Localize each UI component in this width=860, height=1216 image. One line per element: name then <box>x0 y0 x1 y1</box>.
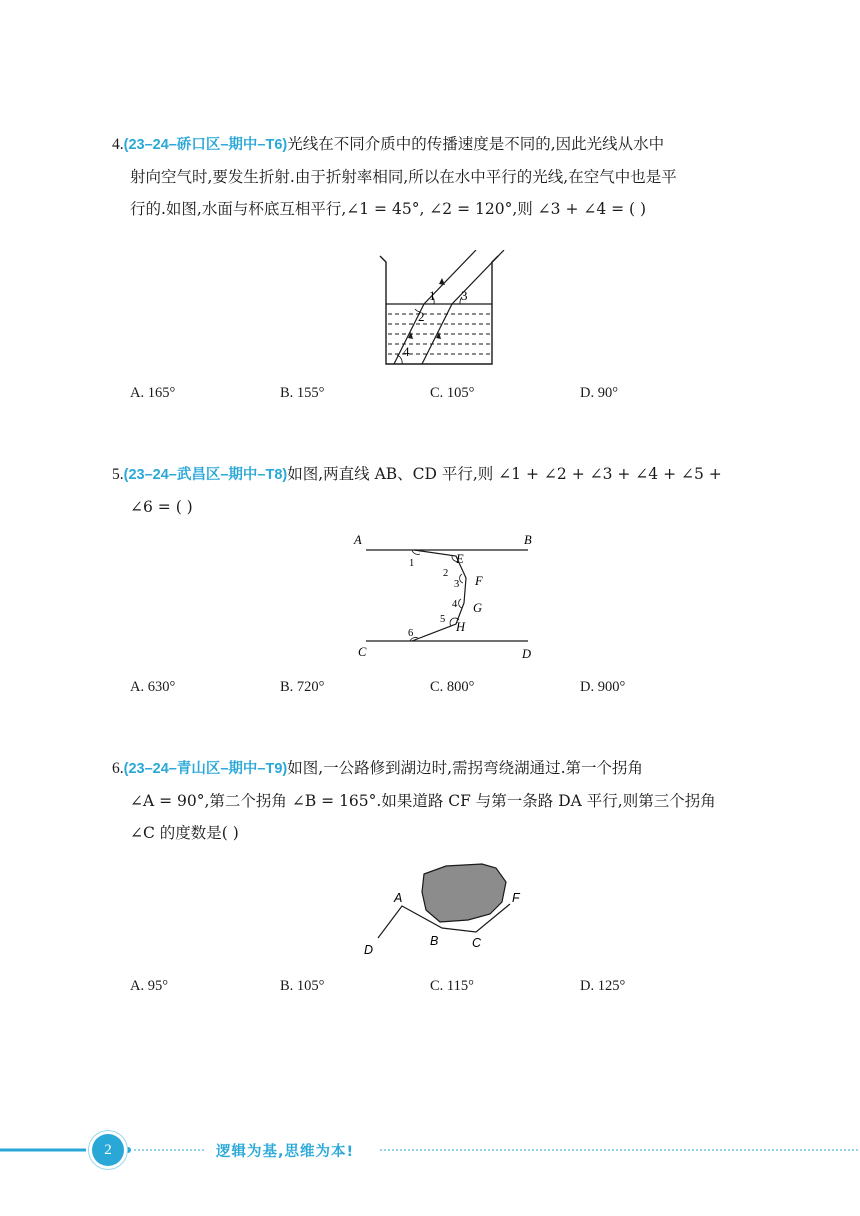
option-c[interactable]: C. 105° <box>430 385 475 401</box>
question-text-line: 光线在不同介质中的传播速度是不同的,因此光线从水中 <box>287 135 665 153</box>
point-label: F <box>475 574 483 588</box>
option-d[interactable]: D. 90° <box>580 385 619 401</box>
question-6 <box>112 752 752 849</box>
angle-label: 2 <box>418 309 425 324</box>
point-label: C <box>472 936 482 950</box>
option-a[interactable]: A. 630° <box>130 679 176 695</box>
point-label: E <box>456 552 464 566</box>
option-a[interactable]: A. 165° <box>130 385 176 401</box>
question-source-tag: (23–24–武昌区–期中–T8) <box>123 467 288 483</box>
question-text-line: 如图,一公路修到湖边时,需拐弯绕湖通过.第一个拐角 <box>287 759 644 777</box>
question-4 <box>112 128 752 225</box>
point-label: F <box>512 891 520 905</box>
parallel-lines-figure <box>348 530 548 664</box>
question-source-tag: (23–24–硚口区–期中–T6) <box>123 137 288 153</box>
angle-label: 1 <box>409 558 415 569</box>
question-number: 6. <box>112 760 124 777</box>
point-label: A <box>354 533 362 547</box>
angle-label: 3 <box>461 288 468 303</box>
question-text-line: ∠C 的度数是( ) <box>130 824 239 842</box>
lake-road-figure <box>356 856 536 962</box>
point-label: B <box>430 934 439 948</box>
beaker-refraction-figure <box>370 250 510 372</box>
angle-label: 4 <box>452 599 458 610</box>
angle-label: 6 <box>408 628 414 639</box>
option-c[interactable]: C. 115° <box>430 978 474 994</box>
point-label: G <box>473 601 483 615</box>
option-b[interactable]: B. 720° <box>280 679 325 695</box>
page-number: 2 <box>92 1134 124 1166</box>
point-label: C <box>358 645 367 659</box>
point-label: B <box>524 533 532 547</box>
point-label: H <box>456 620 466 634</box>
point-label: D <box>522 647 532 661</box>
option-a[interactable]: A. 95° <box>130 978 169 994</box>
question-text-line: 射向空气时,要发生折射.由于折射率相同,所以在水中平行的光线,在空气中也是平 <box>130 168 677 186</box>
question-text-line: ∠6 = ( ) <box>130 498 193 516</box>
point-label: A <box>394 891 403 905</box>
angle-label: 3 <box>454 579 460 590</box>
angle-label: 2 <box>443 568 449 579</box>
option-d[interactable]: D. 900° <box>580 679 626 695</box>
question-text-line: 行的.如图,水面与杯底互相平行,∠1 = 45°, ∠2 = 120°,则 ∠3 + ∠4 = ( ) <box>130 200 647 218</box>
question-number: 5. <box>112 466 124 483</box>
question-text-line: ∠A = 90°,第二个拐角 ∠B = 165°.如果道路 CF 与第一条路 DA 平行,则第三个拐角 <box>130 792 716 810</box>
option-b[interactable]: B. 105° <box>280 978 325 994</box>
point-label: D <box>364 943 374 957</box>
question-5 <box>112 458 752 523</box>
option-c[interactable]: C. 800° <box>430 679 475 695</box>
angle-label: 5 <box>440 614 446 625</box>
footer-slogan: 逻辑为基,思维为本! <box>216 1144 355 1160</box>
footer-rule <box>0 1140 860 1164</box>
angle-label: 4 <box>403 344 410 359</box>
question-number: 4. <box>112 136 124 153</box>
option-d[interactable]: D. 125° <box>580 978 626 994</box>
question-source-tag: (23–24–青山区–期中–T9) <box>123 761 288 777</box>
option-b[interactable]: B. 155° <box>280 385 325 401</box>
angle-label: 1 <box>429 288 436 303</box>
question-text-line: 如图,两直线 AB、CD 平行,则 ∠1 + ∠2 + ∠3 + ∠4 + ∠5 + <box>287 465 722 483</box>
